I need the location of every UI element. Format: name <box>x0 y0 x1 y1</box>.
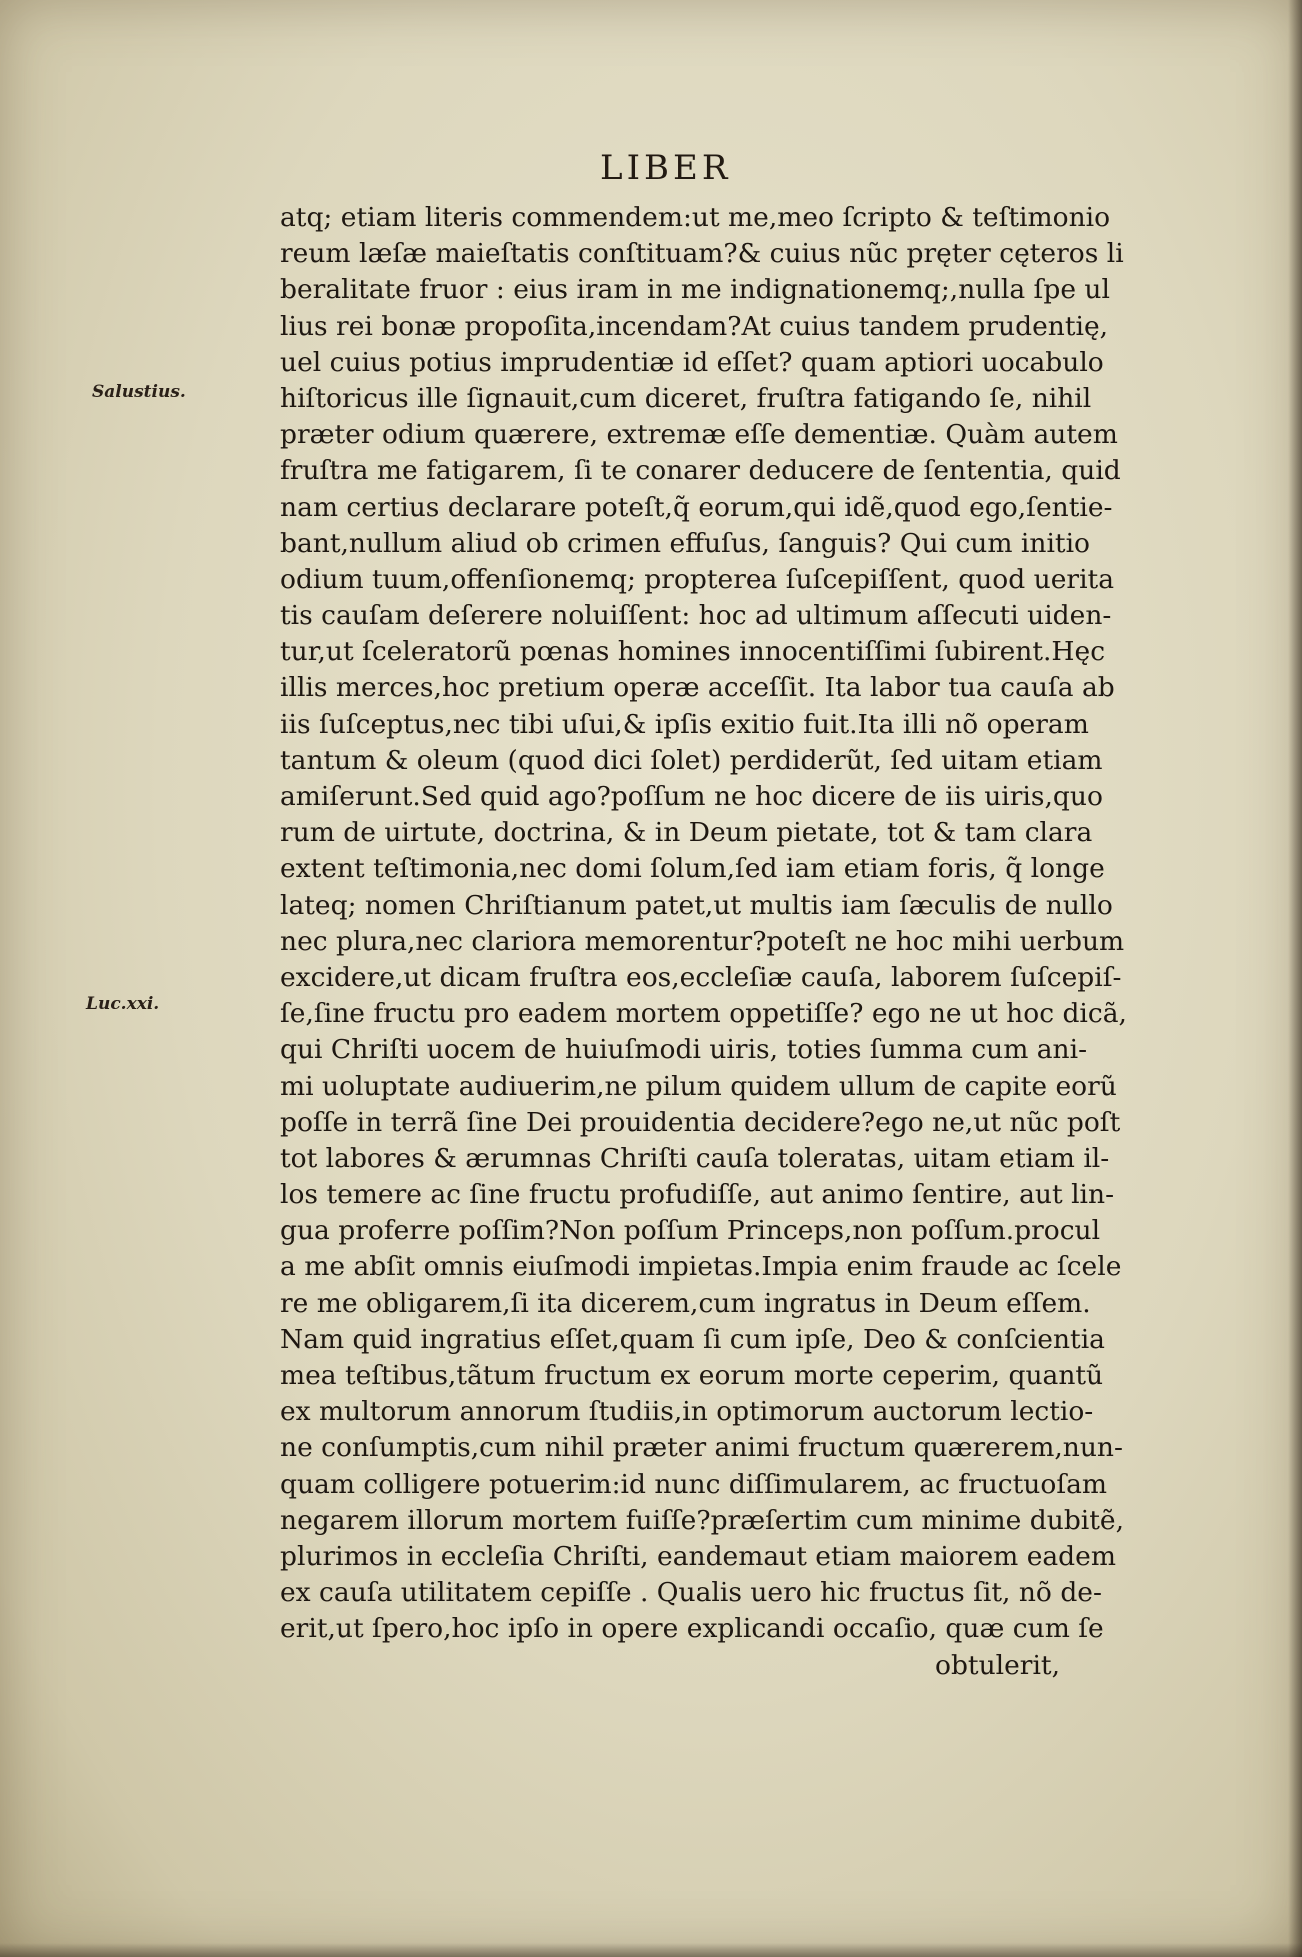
text-line: re me obligarem,ſi ita dicerem,cum ingratus in Deum eſſem. <box>280 1287 1091 1319</box>
text-line: fruſtra me fatigarem, ſi te conarer deducere de ſententia, quid <box>280 455 1121 487</box>
text-line: nam certius declarare poteſt,q̃ eorum,qui idẽ,quod ego,ſentie- <box>280 491 1113 523</box>
text-line: los temere ac ſine fructu profudiſſe, aut animo ſentire, aut lin- <box>280 1179 1115 1211</box>
text-line: plurimos in eccleſia Chriſti, eandemaut etiam maiorem eadem <box>280 1540 1116 1572</box>
text-line: negarem illorum mortem fuiſſe?præſertim cum minime dubitẽ, <box>280 1504 1125 1536</box>
text-line: ne conſumptis,cum nihil præter animi fructum quærerem,nun- <box>280 1432 1123 1464</box>
text-line: mea teſtibus,tãtum fructum ex eorum morte ceperim, quantũ <box>280 1360 1104 1391</box>
text-line: illis merces,hoc pretium operæ acceſſit. Ita labor tua cauſa ab <box>280 672 1115 704</box>
catchword: obtulerit, <box>935 1649 1061 1681</box>
text-line: mi uoluptate audiuerim,ne pilum quidem ullum de capite eorũ <box>280 1070 1117 1102</box>
text-line: præter odium quærere, extremæ eſſe dementiæ. Quàm autem <box>280 419 1118 451</box>
text-line: hiſtoricus ille ſignauit,cum diceret, fruſtra fatigando ſe, nihil <box>280 382 1092 414</box>
text-line: tantum & oleum (quod dici ſolet) perdiderũt, ſed uitam etiam <box>280 744 1103 776</box>
text-line: ex multorum annorum ſtudiis,in optimorum auctorum lectio- <box>280 1396 1094 1428</box>
text-line: tur,ut ſceleratorũ pœnas homines innocentiſſimi ſubirent.Hęc <box>280 636 1106 668</box>
text-line: poſſe in terrã ſine Dei prouidentia decidere?ego ne,ut nũc poſt <box>280 1106 1121 1138</box>
text-line: a me abſit omnis eiuſmodi impietas.Impia enim fraude ac ſcele <box>280 1251 1122 1283</box>
text-line: tis cauſam deſerere noluiſſent: hoc ad ultimum aſſecuti uiden- <box>280 600 1112 632</box>
text-line: amiſerunt.Sed quid ago?poſſum ne hoc dicere de iis uiris,quo <box>280 781 1103 812</box>
text-line: ex cauſa utilitatem cepiſſe . Qualis uero hic fructus ſit, nõ de- <box>280 1577 1102 1609</box>
text-line: lateq; nomen Chriſtianum patet,ut multis iam ſæculis de nullo <box>280 889 1113 921</box>
text-line: erit,ut ſpero,hoc ipſo in opere explicandi occaſio, quæ cum ſe <box>280 1613 1104 1645</box>
text-line: ſe,ſine fructu pro eadem mortem oppetiſſe? ego ne ut hoc dicã, <box>280 998 1127 1030</box>
text-line: Nam quid ingratius eſſet,quam ſi cum ipſe, Deo & conſcientia <box>280 1323 1105 1355</box>
text-line: excidere,ut dicam fruſtra eos,eccleſiæ cauſa, laborem ſuſcepiſ- <box>280 961 1122 993</box>
text-line: quam colligere potuerim:id nunc diſſimularem, ac fructuoſam <box>280 1468 1108 1500</box>
text-line: rum de uirtute, doctrina, & in Deum pietate, tot & tam clara <box>280 817 1093 849</box>
text-line: atq; etiam literis commendem:ut me,meo ſcripto & teſtimonio <box>280 202 1111 233</box>
text-line: qui Chriſti uocem de huiuſmodi uiris, toties ſumma cum ani- <box>280 1034 1088 1066</box>
running-head: LIBER <box>600 148 732 188</box>
text-line: uel cuius potius imprudentiæ id eſſet? quam aptiori uocabulo <box>280 346 1104 378</box>
text-line: gua proferre poſſim?Non poſſum Princeps,non poſſum.procul <box>280 1215 1101 1247</box>
text-line: tot labores & ærumnas Chriſti cauſa toleratas, uitam etiam il- <box>280 1142 1110 1174</box>
marginal-note-salustius: Salustius. <box>92 382 186 402</box>
text-line: bant,nullum aliud ob crimen effuſus, ſanguis? Qui cum initio <box>280 527 1090 559</box>
marginal-note-luc: Luc.xxi. <box>86 994 160 1014</box>
body-text <box>280 200 1150 1684</box>
text-line: extent teſtimonia,nec domi ſolum,ſed iam etiam foris, q̃ longe <box>280 853 1105 885</box>
text-line: nec plura,nec clariora memorentur?poteſt ne hoc mihi uerbum <box>280 925 1125 957</box>
text-line: iis ſuſceptus,nec tibi uſui,& ipſis exitio fuit.Ita illi nõ operam <box>280 708 1089 740</box>
text-line: reum læſæ maieſtatis conſtituam?& cuius nũc pręter cęteros li <box>280 238 1124 270</box>
text-line: lius rei bonæ propoſita,incendam?At cuius tandem prudentię, <box>280 310 1109 342</box>
text-line: odium tuum,offenſionemq; propterea ſuſcepiſſent, quod uerita <box>280 563 1114 595</box>
text-line: beralitate fruor : eius iram in me indignationemq;,nulla ſpe ul <box>280 274 1110 306</box>
